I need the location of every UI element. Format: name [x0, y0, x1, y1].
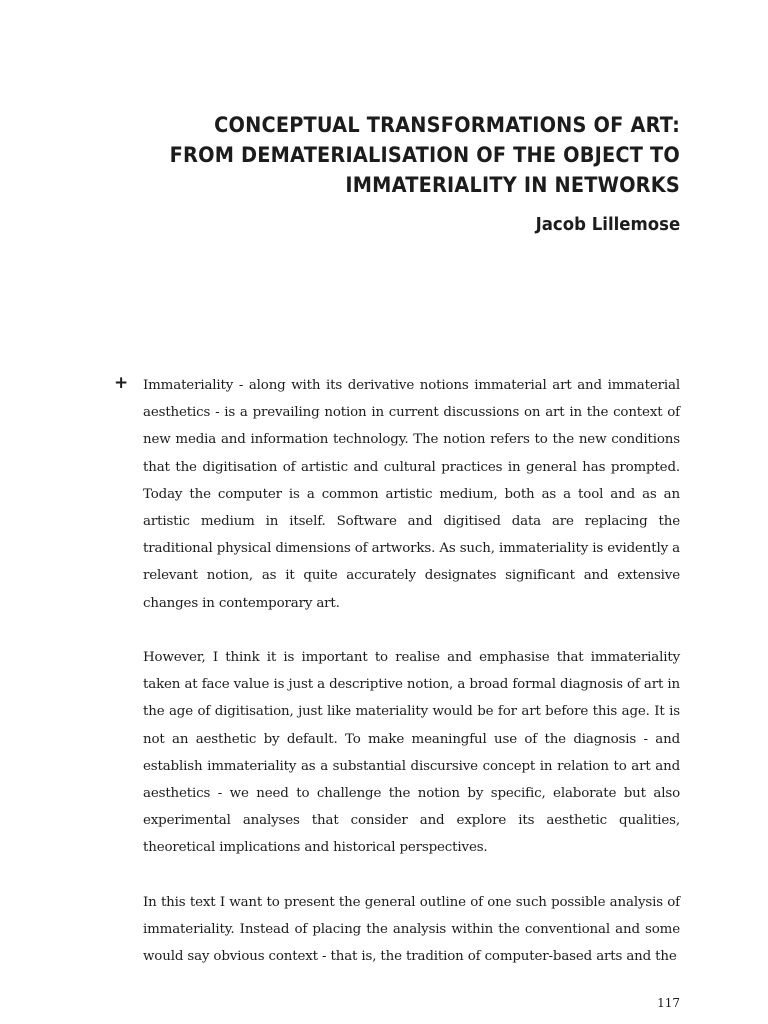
paragraph-1: Immateriality - along with its derivative notions immaterial art and immaterial aesthetics - is a prevailing notion in current discussions on art in the context of new media and information technology. The notion refers to the new conditions that the digitisation of artistic and cultural practices in general has prompted. Today the computer is a common artistic medium, both as a tool and as an artistic medium in itself. Software and digitised data are replacing the traditional physical dimensions of artworks. As such, immateriality is evidently a relevant notion, as it quite accurately designates significant and extensive changes in contemporary art. [143, 378, 680, 611]
page-number: 117 [657, 996, 680, 1010]
author-name: Jacob Lillemose [535, 214, 680, 235]
article-body [143, 372, 680, 998]
title-line-3: IMMATERIALITY IN NETWORKS [345, 173, 680, 197]
paragraph-2: However, I think it is important to realise and emphasise that immateriality taken at face value is just a descriptive notion, a broad formal diagnosis of art in the age of digitisation, just like materiality would be for art before this age. It is not an aesthetic by default. To make meaningful use of the diagnosis - and establish immateriality as a substantial discursive concept in relation to art and aesthetics - we need to challenge the notion by specific, elaborate but also experimental analyses that consider and explore its aesthetic qualities, theoretical implications and historical perspectives. [143, 650, 680, 856]
title-line-1: CONCEPTUAL TRANSFORMATIONS OF ART: [214, 113, 680, 137]
article-title [165, 110, 680, 200]
plus-marker-icon: + [114, 373, 129, 393]
paragraph-3: In this text I want to present the general outline of one such possible analysis of immateriality. Instead of placing the analysis within the conventional and some would say obvious context - that is, the tradition of computer-based arts and the [143, 894, 680, 965]
title-line-2: FROM DEMATERIALISATION OF THE OBJECT TO [169, 143, 681, 167]
